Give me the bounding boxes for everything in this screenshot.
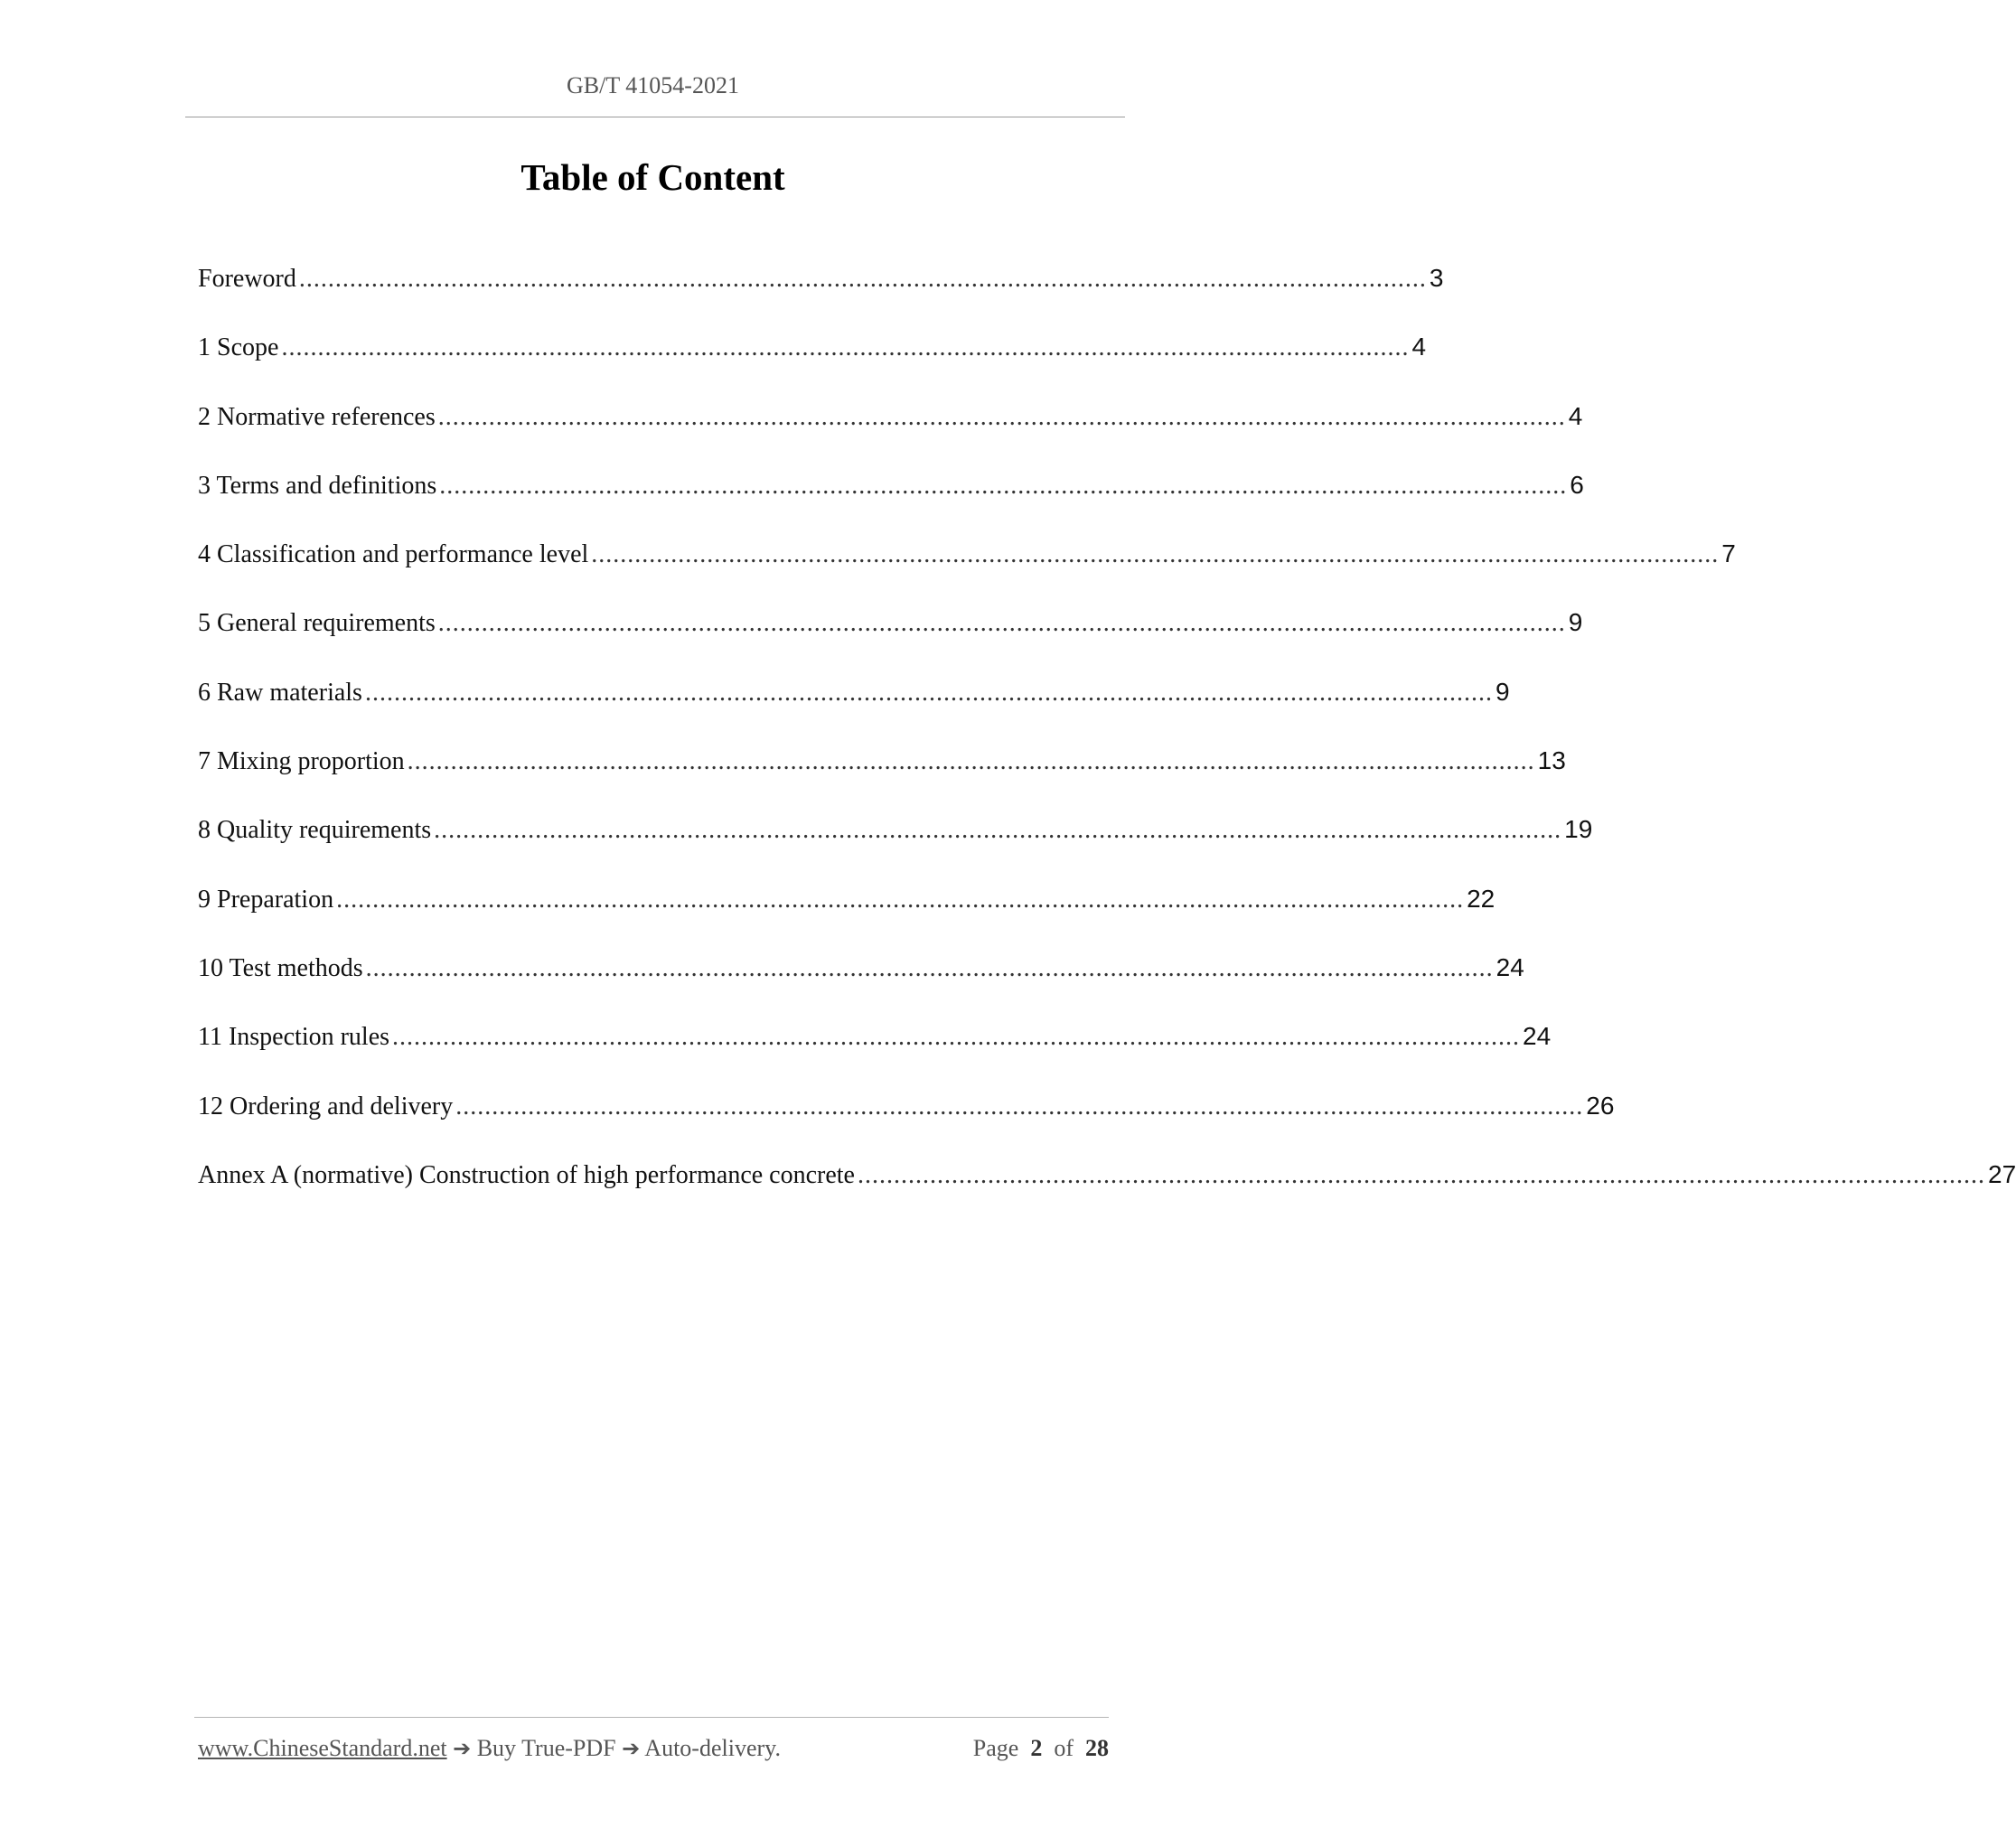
toc-leader-dots: ............................................................................................................................................................ (281, 333, 1410, 362)
of-word: of (1054, 1735, 1074, 1761)
buy-text: Buy True-PDF (476, 1735, 616, 1761)
total-pages: 28 (1085, 1735, 1109, 1761)
toc-entry-terms-definitions[interactable] (198, 470, 1584, 539)
toc-entry-label: 8 Quality requirements (198, 816, 432, 845)
toc-leader-dots: ............................................................................................................................................................ (392, 1023, 1521, 1052)
toc-entry-label: 6 Raw materials (198, 678, 362, 707)
toc-entry-inspection-rules[interactable] (198, 1022, 1552, 1091)
toc-entry-label: 5 General requirements (198, 609, 436, 638)
page-title: Table of Content (520, 156, 785, 198)
toc-entry-raw-materials[interactable] (198, 677, 1510, 746)
toc-entry-page: 4 (1568, 401, 1583, 430)
toc-entry-label: Annex A (normative) Construction of high performance concrete (198, 1160, 855, 1189)
arrow-right-icon: ➔ (453, 1736, 472, 1761)
toc-entry-foreword[interactable] (198, 264, 1444, 333)
current-page: 2 (1030, 1735, 1043, 1761)
toc-entry-quality-requirements[interactable] (198, 815, 1593, 884)
toc-entry-label: 7 Mixing proportion (198, 747, 405, 776)
toc-entry-label: 4 Classification and performance level (198, 540, 589, 569)
toc-entry-page: 27 (1988, 1159, 2016, 1188)
toc-leader-dots: ............................................................................................................................................................ (336, 885, 1465, 914)
toc-entry-label: 2 Normative references (198, 402, 436, 431)
toc-leader-dots: ............................................................................................................................................................ (455, 1092, 1584, 1120)
toc-entry-preparation[interactable] (198, 884, 1496, 953)
page-indicator (973, 1735, 1109, 1762)
document-code: GB/T 41054-2021 (567, 72, 739, 98)
toc-entry-mixing-proportion[interactable] (198, 746, 1566, 815)
toc-entry-label: 3 Terms and definitions (198, 471, 437, 500)
toc-entry-general-requirements[interactable] (198, 608, 1583, 677)
footer-divider (194, 1717, 1109, 1718)
toc-entry-page: 4 (1411, 333, 1427, 361)
toc-entry-label: 12 Ordering and delivery (198, 1092, 454, 1120)
page-word: Page (972, 1735, 1019, 1761)
toc-leader-dots: ............................................................................................................................................................ (434, 816, 1562, 845)
toc-leader-dots: ............................................................................................................................................................ (858, 1160, 1985, 1189)
delivery-text: Auto-delivery. (644, 1735, 781, 1761)
toc-list (198, 264, 2016, 1229)
toc-leader-dots: ............................................................................................................................................................ (437, 609, 1566, 638)
toc-entry-scope[interactable] (198, 333, 1427, 401)
toc-entry-page: 9 (1568, 608, 1583, 637)
toc-entry-label: 9 Preparation (198, 885, 334, 914)
toc-entry-label: Foreword (198, 265, 296, 293)
toc-entry-label: 1 Scope (198, 333, 279, 362)
toc-leader-dots: ............................................................................................................................................................ (407, 747, 1535, 776)
toc-leader-dots: ............................................................................................................................................................ (591, 540, 1720, 569)
site-link[interactable]: www.ChineseStandard.net (198, 1735, 447, 1761)
toc-entry-page: 3 (1429, 264, 1444, 292)
toc-entry-page: 13 (1537, 746, 1566, 775)
toc-entry-page: 19 (1564, 815, 1593, 844)
toc-entry-page: 22 (1467, 884, 1496, 913)
toc-entry-normative-references[interactable] (198, 401, 1583, 471)
toc-entry-page: 7 (1721, 539, 1736, 568)
toc-entry-annex-a[interactable] (198, 1159, 2016, 1229)
toc-entry-test-methods[interactable] (198, 952, 1524, 1022)
toc-leader-dots: ............................................................................................................................................................ (298, 265, 1427, 293)
page-footer (198, 1735, 1109, 1762)
toc-leader-dots: ............................................................................................................................................................ (365, 953, 1494, 982)
footer-promo (198, 1735, 781, 1762)
toc-entry-page: 26 (1586, 1091, 1615, 1120)
toc-entry-label: 11 Inspection rules (198, 1023, 390, 1052)
arrow-right-icon: ➔ (622, 1736, 641, 1761)
toc-entry-ordering-delivery[interactable] (198, 1091, 1615, 1160)
toc-entry-label: 10 Test methods (198, 953, 363, 982)
toc-leader-dots: ............................................................................................................................................................ (439, 471, 1568, 500)
toc-entry-page: 24 (1496, 952, 1524, 981)
toc-entry-page: 6 (1570, 470, 1584, 499)
toc-leader-dots: ............................................................................................................................................................ (437, 402, 1566, 431)
toc-entry-classification[interactable] (198, 539, 1736, 608)
toc-entry-page: 24 (1523, 1022, 1552, 1051)
toc-leader-dots: ............................................................................................................................................................ (364, 678, 1493, 707)
toc-entry-page: 9 (1495, 677, 1510, 706)
